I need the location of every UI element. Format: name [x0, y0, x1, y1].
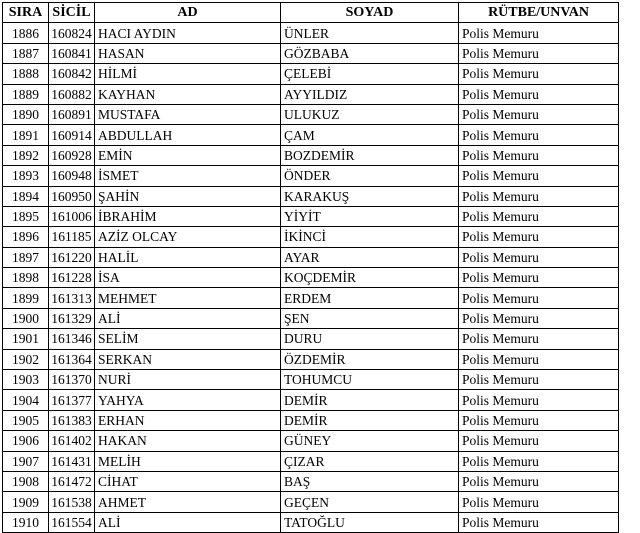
header-sira: SIRA [3, 3, 49, 23]
table-row [3, 492, 619, 512]
cell-ad: ALİ [95, 512, 281, 532]
cell-sicil: 161346 [49, 329, 95, 349]
table-row [3, 451, 619, 471]
table-row [3, 166, 619, 186]
cell-soyad: ŞEN [281, 308, 459, 328]
cell-rutbe: Polis Memuru [459, 64, 619, 84]
cell-sira: 1887 [3, 43, 49, 63]
cell-ad: ABDULLAH [95, 125, 281, 145]
cell-sira: 1899 [3, 288, 49, 308]
cell-sicil: 160928 [49, 145, 95, 165]
cell-ad: HACI AYDIN [95, 23, 281, 43]
cell-sira: 1900 [3, 308, 49, 328]
cell-soyad: ÇELEBİ [281, 64, 459, 84]
cell-soyad: TATOĞLU [281, 512, 459, 532]
cell-soyad: ÇAM [281, 125, 459, 145]
table-row [3, 431, 619, 451]
cell-sicil: 161377 [49, 390, 95, 410]
cell-sira: 1904 [3, 390, 49, 410]
header-soyad: SOYAD [281, 3, 459, 23]
cell-sicil: 161006 [49, 206, 95, 226]
cell-sicil: 160841 [49, 43, 95, 63]
cell-soyad: AYYILDIZ [281, 84, 459, 104]
cell-rutbe: Polis Memuru [459, 23, 619, 43]
personnel-table [2, 2, 619, 533]
cell-ad: MELİH [95, 451, 281, 471]
cell-soyad: KARAKUŞ [281, 186, 459, 206]
cell-sicil: 161538 [49, 492, 95, 512]
cell-soyad: ÖZDEMİR [281, 349, 459, 369]
cell-sira: 1893 [3, 166, 49, 186]
header-ad: AD [95, 3, 281, 23]
cell-sira: 1897 [3, 247, 49, 267]
cell-ad: HİLMİ [95, 64, 281, 84]
cell-rutbe: Polis Memuru [459, 308, 619, 328]
cell-rutbe: Polis Memuru [459, 512, 619, 532]
header-rutbe: RÜTBE/UNVAN [459, 3, 619, 23]
cell-sicil: 160824 [49, 23, 95, 43]
cell-sicil: 160891 [49, 104, 95, 124]
cell-ad: MEHMET [95, 288, 281, 308]
header-sicil: SİCİL [49, 3, 95, 23]
cell-ad: AHMET [95, 492, 281, 512]
cell-soyad: GEÇEN [281, 492, 459, 512]
cell-ad: YAHYA [95, 390, 281, 410]
cell-soyad: GÜNEY [281, 431, 459, 451]
cell-soyad: ULUKUZ [281, 104, 459, 124]
cell-soyad: DURU [281, 329, 459, 349]
cell-ad: EMİN [95, 145, 281, 165]
cell-ad: SELİM [95, 329, 281, 349]
cell-rutbe: Polis Memuru [459, 206, 619, 226]
table-row [3, 104, 619, 124]
cell-soyad: DEMİR [281, 410, 459, 430]
cell-sicil: 161383 [49, 410, 95, 430]
cell-sira: 1886 [3, 23, 49, 43]
table-row [3, 145, 619, 165]
cell-ad: ERHAN [95, 410, 281, 430]
cell-soyad: AYAR [281, 247, 459, 267]
table-row [3, 125, 619, 145]
cell-sira: 1901 [3, 329, 49, 349]
cell-rutbe: Polis Memuru [459, 471, 619, 491]
cell-sira: 1896 [3, 227, 49, 247]
cell-soyad: BAŞ [281, 471, 459, 491]
cell-rutbe: Polis Memuru [459, 370, 619, 390]
table-row [3, 227, 619, 247]
table-row [3, 349, 619, 369]
cell-sicil: 161431 [49, 451, 95, 471]
cell-rutbe: Polis Memuru [459, 104, 619, 124]
cell-ad: AZİZ OLCAY [95, 227, 281, 247]
table-row [3, 64, 619, 84]
cell-rutbe: Polis Memuru [459, 227, 619, 247]
cell-sicil: 160914 [49, 125, 95, 145]
cell-rutbe: Polis Memuru [459, 390, 619, 410]
cell-sira: 1898 [3, 268, 49, 288]
cell-ad: HAKAN [95, 431, 281, 451]
cell-rutbe: Polis Memuru [459, 43, 619, 63]
cell-sira: 1905 [3, 410, 49, 430]
cell-sira: 1902 [3, 349, 49, 369]
cell-rutbe: Polis Memuru [459, 186, 619, 206]
cell-soyad: ÜNLER [281, 23, 459, 43]
cell-sira: 1910 [3, 512, 49, 532]
cell-soyad: ÇIZAR [281, 451, 459, 471]
cell-rutbe: Polis Memuru [459, 247, 619, 267]
cell-sicil: 160948 [49, 166, 95, 186]
cell-sicil: 161228 [49, 268, 95, 288]
cell-sicil: 160950 [49, 186, 95, 206]
cell-sira: 1889 [3, 84, 49, 104]
cell-ad: HASAN [95, 43, 281, 63]
cell-sicil: 161554 [49, 512, 95, 532]
table-row [3, 308, 619, 328]
cell-soyad: ÖNDER [281, 166, 459, 186]
cell-soyad: YİYİT [281, 206, 459, 226]
cell-ad: HALİL [95, 247, 281, 267]
table-row [3, 512, 619, 532]
table-row [3, 43, 619, 63]
table-row [3, 410, 619, 430]
cell-sira: 1908 [3, 471, 49, 491]
cell-sicil: 160842 [49, 64, 95, 84]
cell-ad: ALİ [95, 308, 281, 328]
table-row [3, 390, 619, 410]
cell-rutbe: Polis Memuru [459, 288, 619, 308]
cell-ad: ŞAHİN [95, 186, 281, 206]
cell-rutbe: Polis Memuru [459, 492, 619, 512]
cell-sicil: 161472 [49, 471, 95, 491]
cell-ad: İSA [95, 268, 281, 288]
table-row [3, 206, 619, 226]
cell-sicil: 161364 [49, 349, 95, 369]
cell-rutbe: Polis Memuru [459, 166, 619, 186]
cell-sira: 1892 [3, 145, 49, 165]
cell-soyad: DEMİR [281, 390, 459, 410]
cell-soyad: ERDEM [281, 288, 459, 308]
cell-soyad: GÖZBABA [281, 43, 459, 63]
cell-soyad: İKİNCİ [281, 227, 459, 247]
table-row [3, 84, 619, 104]
cell-ad: İSMET [95, 166, 281, 186]
cell-sicil: 161402 [49, 431, 95, 451]
cell-sicil: 161220 [49, 247, 95, 267]
cell-soyad: KOÇDEMİR [281, 268, 459, 288]
cell-ad: CİHAT [95, 471, 281, 491]
table-row [3, 186, 619, 206]
table-row [3, 247, 619, 267]
cell-sira: 1890 [3, 104, 49, 124]
cell-ad: MUSTAFA [95, 104, 281, 124]
cell-rutbe: Polis Memuru [459, 268, 619, 288]
cell-sira: 1909 [3, 492, 49, 512]
cell-ad: KAYHAN [95, 84, 281, 104]
cell-sira: 1906 [3, 431, 49, 451]
cell-sira: 1903 [3, 370, 49, 390]
cell-soyad: BOZDEMİR [281, 145, 459, 165]
cell-sicil: 161370 [49, 370, 95, 390]
cell-sicil: 161329 [49, 308, 95, 328]
cell-sira: 1888 [3, 64, 49, 84]
cell-rutbe: Polis Memuru [459, 125, 619, 145]
cell-soyad: TOHUMCU [281, 370, 459, 390]
cell-sicil: 161313 [49, 288, 95, 308]
cell-rutbe: Polis Memuru [459, 349, 619, 369]
header-row [3, 3, 619, 23]
cell-ad: SERKAN [95, 349, 281, 369]
cell-rutbe: Polis Memuru [459, 431, 619, 451]
cell-rutbe: Polis Memuru [459, 451, 619, 471]
cell-sicil: 160882 [49, 84, 95, 104]
personnel-list-document [2, 2, 619, 533]
cell-rutbe: Polis Memuru [459, 84, 619, 104]
table-row [3, 329, 619, 349]
cell-sira: 1894 [3, 186, 49, 206]
cell-rutbe: Polis Memuru [459, 410, 619, 430]
cell-sira: 1895 [3, 206, 49, 226]
table-row [3, 370, 619, 390]
cell-rutbe: Polis Memuru [459, 329, 619, 349]
table-row [3, 268, 619, 288]
table-body [3, 23, 619, 533]
table-row [3, 23, 619, 43]
table-row [3, 288, 619, 308]
cell-sira: 1907 [3, 451, 49, 471]
table-header [3, 3, 619, 23]
table-row [3, 471, 619, 491]
cell-sira: 1891 [3, 125, 49, 145]
cell-ad: İBRAHİM [95, 206, 281, 226]
cell-rutbe: Polis Memuru [459, 145, 619, 165]
cell-ad: NURİ [95, 370, 281, 390]
cell-sicil: 161185 [49, 227, 95, 247]
